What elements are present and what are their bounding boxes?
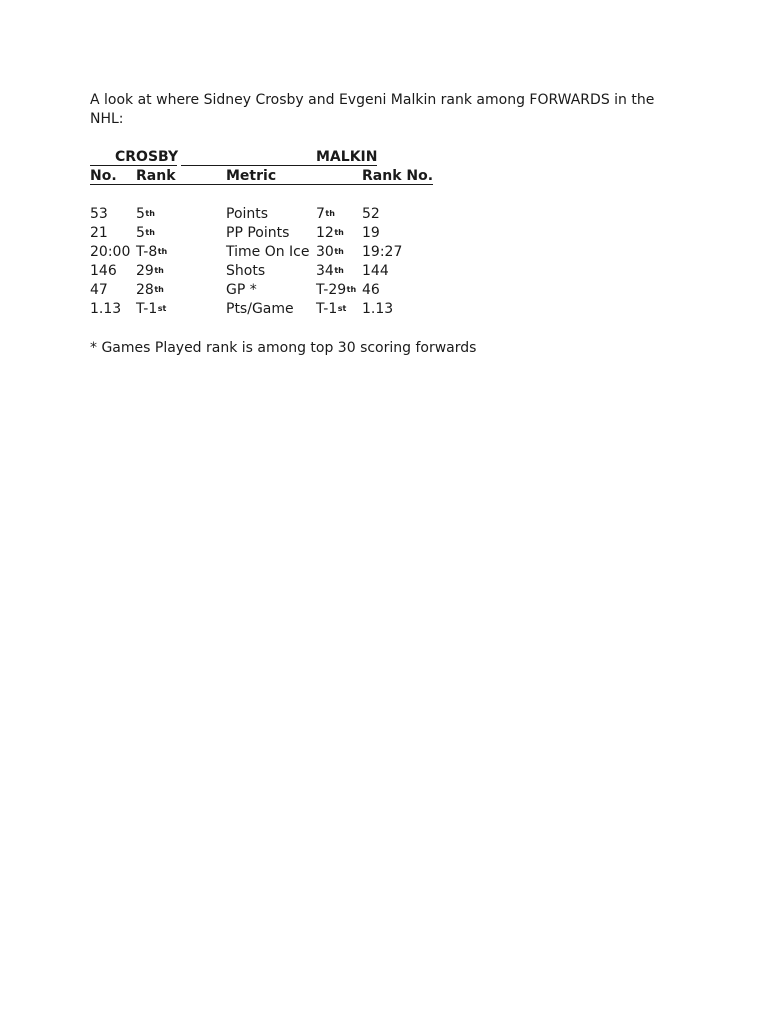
col-header-metric: Metric: [226, 168, 277, 184]
crosby-header: CROSBY: [115, 149, 179, 165]
player-header-row: [0, 148, 768, 167]
table-row: [0, 224, 768, 243]
malkin-value: 1.13: [362, 301, 394, 317]
col-header-no: No.: [90, 168, 117, 184]
table-row: [0, 281, 768, 300]
table-row: [0, 262, 768, 281]
crosby-value: 47: [90, 282, 108, 298]
col-header-rank-no: Rank No.: [362, 168, 434, 184]
malkin-value: 46: [362, 282, 380, 298]
malkin-value: 52: [362, 206, 380, 222]
table-row: [0, 205, 768, 224]
crosby-rank: T-8th: [136, 244, 168, 260]
crosby-value: 53: [90, 206, 108, 222]
metric-name: GP *: [226, 282, 257, 298]
footnote: * Games Played rank is among top 30 scoring forwards: [90, 340, 477, 356]
malkin-rank: 30th: [316, 244, 344, 260]
column-header-row: [0, 167, 768, 186]
crosby-rank: 29th: [136, 263, 164, 279]
crosby-rank: 5th: [136, 225, 155, 241]
metric-name: PP Points: [226, 225, 290, 241]
crosby-value: 21: [90, 225, 108, 241]
malkin-header: MALKIN: [316, 149, 378, 165]
crosby-rank: T-1st: [136, 301, 167, 317]
malkin-rank: T-1st: [316, 301, 347, 317]
malkin-rank: 7th: [316, 206, 335, 222]
crosby-rank: 28th: [136, 282, 164, 298]
malkin-rank: 34th: [316, 263, 344, 279]
crosby-value: 1.13: [90, 301, 122, 317]
crosby-value: 20:00: [90, 244, 131, 260]
malkin-value: 19:27: [362, 244, 403, 260]
malkin-value: 144: [362, 263, 389, 279]
intro-paragraph: A look at where Sidney Crosby and Evgeni Malkin rank among FORWARDS in the NHL:: [90, 92, 655, 127]
malkin-value: 19: [362, 225, 380, 241]
crosby-value: 146: [90, 263, 117, 279]
metric-name: Shots: [226, 263, 266, 279]
metric-name: Points: [226, 206, 269, 222]
crosby-rank: 5th: [136, 206, 155, 222]
table-row: [0, 243, 768, 262]
malkin-rank: T-29th: [316, 282, 357, 298]
metric-name: Time On Ice: [226, 244, 310, 260]
table-row: [0, 300, 768, 319]
malkin-rank: 12th: [316, 225, 344, 241]
col-header-rank: Rank: [136, 168, 176, 184]
metric-name: Pts/Game: [226, 301, 294, 317]
